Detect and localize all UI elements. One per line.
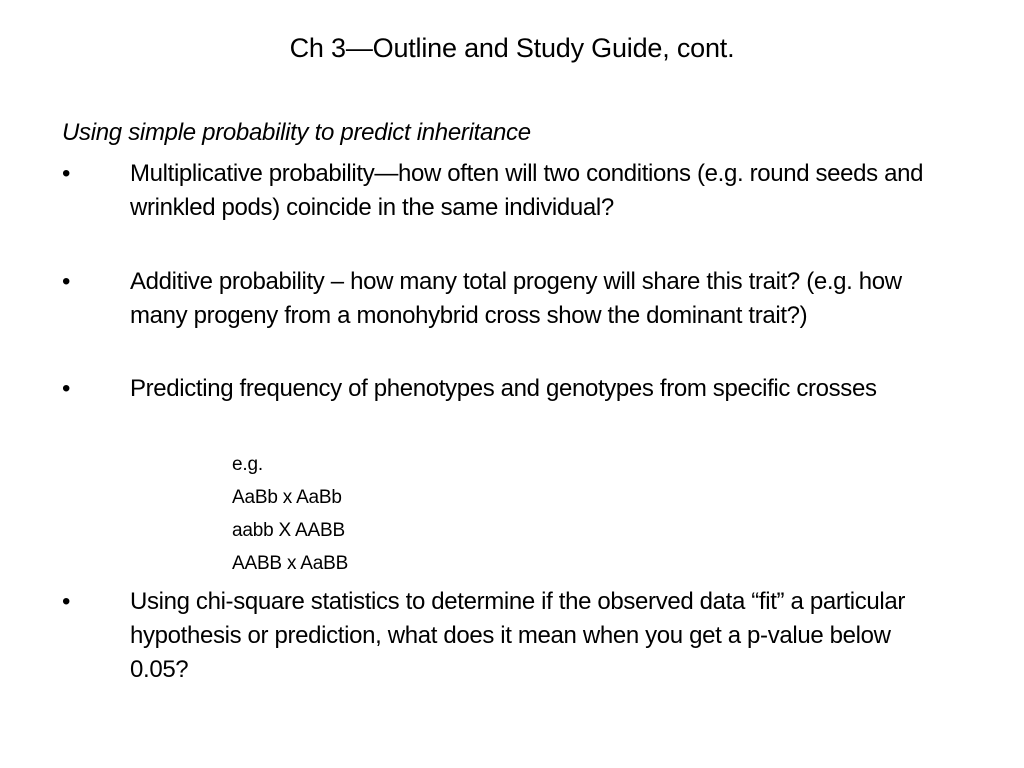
bullet-icon: •	[62, 375, 71, 402]
bullet-text: Multiplicative probability—how often will two conditions (e.g. round seeds and wrinkled pods) coincide in the same individual?	[130, 160, 924, 221]
bullet-text: Using chi-square statistics to determine if the observed data “fit” a particular hypothesis or prediction, what does it mean when you get a p-value below 0.05?	[130, 588, 906, 683]
section-subtitle: Using simple probability to predict inheritance	[62, 119, 531, 146]
example-cross: aabb X AABB	[232, 520, 345, 541]
example-cross: AABB x AaBB	[232, 553, 349, 574]
bullet-icon: •	[62, 588, 71, 615]
bullet-text: Predicting frequency of phenotypes and genotypes from specific crosses	[130, 375, 877, 402]
bullet-icon: •	[62, 268, 71, 295]
slide-title: Ch 3—Outline and Study Guide, cont.	[289, 33, 735, 63]
cross-examples	[232, 448, 348, 580]
bullet-text: Additive probability – how many total progeny will share this trait? (e.g. how many progeny from a monohybrid cross show the dominant trait?)	[130, 268, 902, 329]
example-cross: AaBb x AaBb	[232, 487, 342, 508]
example-label: e.g.	[232, 454, 263, 475]
bullet-icon: •	[62, 160, 71, 187]
